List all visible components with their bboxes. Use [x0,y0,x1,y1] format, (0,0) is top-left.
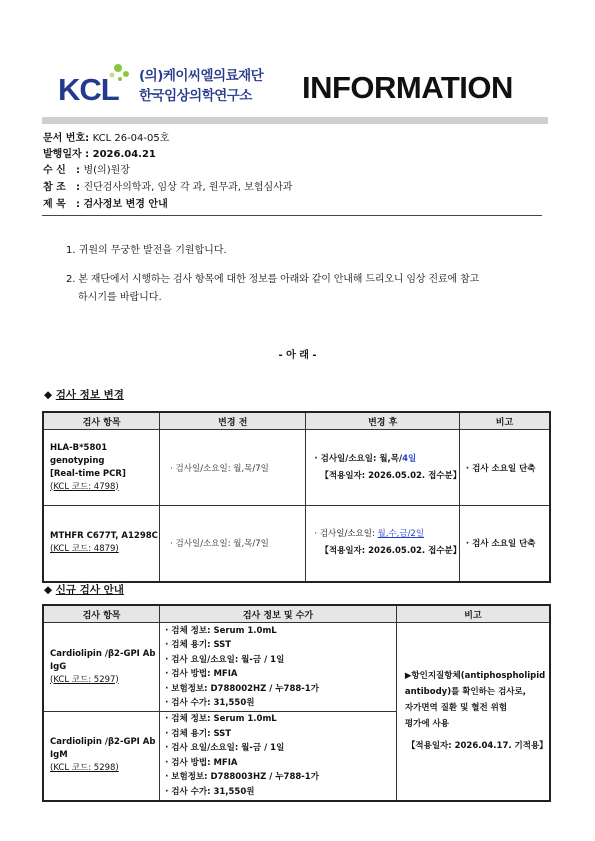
logo-text: KCL [58,72,119,104]
item-name: Cardiolipin /β2-GPI Ab [50,648,156,659]
recipient-value: 병(의)원장 [83,165,130,176]
info-line: · 검체 정보: Serum 1.0mL [165,714,277,725]
kcl-code: (KCL 코드: 5297) [50,674,119,685]
item-subtype: IgG [50,661,67,672]
after-changed-value: 4일 [402,453,417,464]
after-text: · 검사일/소요일: [314,529,378,540]
cc-label: 참 조 [43,182,66,193]
new-test-header [43,605,550,623]
item-name: MTHFR C677T, A1298C [50,531,158,542]
below-heading: - 아 래 - [278,350,317,361]
meta-cc: 참 조 : 진단검사의학과, 임상 각 과, 원무과, 보험심사과 [43,178,292,193]
new-test-table [42,604,551,802]
info-line: · 검사 방법: MFIA [165,669,238,679]
meta-issue-date: 발행일자 : 2026.04.21 [43,145,156,160]
item-name: Cardiolipin /β2-GPI Ab [50,737,156,748]
subject-label: 제 목 [43,199,66,210]
item-cell [43,506,160,582]
change-table-header [43,412,550,430]
item-cell [43,712,160,801]
header-cell: 변경 후 [306,412,460,430]
header-cell: 검사 항목 [43,605,160,623]
kcl-code: (KCL 코드: 4798) [50,481,119,492]
header-cell: 비고 [396,605,550,623]
table-row [43,623,550,712]
paragraph-2-line1: 2. 본 재단에서 시행하는 검사 항목에 대한 정보를 아래와 같이 안내해 드리오니 임상 진료에 참고 [66,274,480,285]
info-cell [160,623,397,712]
change-table [42,411,551,583]
info-line: · 검사 수가: 31,550원 [165,698,255,708]
info-line: · 검체 용기: SST [165,728,232,739]
info-cell [160,712,397,801]
section2-title-text: 신규 검사 안내 [55,584,124,596]
table-row [43,506,550,582]
note-line: 자가면역 질환 및 혈전 위험 [404,703,508,714]
note-line: 평가에 사용 [404,719,449,730]
info-line: · 검체 정보: Serum 1.0mL [165,625,277,636]
note-line: ▶항인지질항체(antiphospholipid [404,671,546,682]
info-line: · 검사 요일/소요일: 월-금 / 1일 [165,743,285,754]
section1-title-text: 검사 정보 변경 [55,389,124,401]
org-name-line2: 한국임상의학연구소 [139,88,252,104]
header-cell: 비고 [459,412,550,430]
item-subtype: IgM [50,750,68,761]
kcl-logo [56,62,134,104]
doc-no-label: 문서 번호 [43,133,86,144]
meta-subject: 제 목 : 검사정보 변경 안내 [43,195,168,210]
paragraph-2-line2: 하시기를 바랍니다. [78,292,162,303]
after-date: 【적용일자: 2026.05.02. 접수분】 [320,546,462,557]
kcl-code: (KCL 코드: 5298) [50,763,119,774]
header-cell: 검사 정보 및 수가 [160,605,397,623]
section1-title: ◆ 검사 정보 변경 [44,389,124,401]
item-cell [43,430,160,506]
info-line: · 보험정보: D788002HZ / 누788-1가 [165,683,319,694]
page-title: INFORMATION [302,70,513,105]
paragraph-1: 1. 귀원의 무궁한 발전을 기원합니다. [66,245,227,256]
after-cell [306,430,460,506]
recipient-label: 수 신 [43,165,66,176]
info-line: · 검사 방법: MFIA [165,757,238,768]
info-line: · 검체 용기: SST [165,640,232,650]
note-cell [396,623,550,801]
subject-value: 검사정보 변경 안내 [83,199,168,210]
after-cell [306,506,460,582]
meta-recipient: 수 신 : 병(의)원장 [43,161,130,176]
item-cell [43,623,160,712]
meta-divider [42,215,542,216]
issue-date-label: 발행일자 [43,149,82,160]
cc-value: 진단검사의학과, 임상 각 과, 원무과, 보험심사과 [83,182,293,193]
meta-doc-no: 문서 번호: KCL 26-04-05호 [43,129,169,144]
note-cell: · 검사 소요일 단축 [459,430,550,506]
after-text: · 검사일/소요일: 월,목/ [314,453,403,464]
item-name: HLA-B*5801 genotyping [50,442,108,466]
before-cell: · 검사일/소요일: 월,목/7일 [160,506,306,582]
header-cell: 검사 항목 [43,412,160,430]
org-name-line1: (의)케이씨엘의료재단 [139,68,264,84]
doc-no-value: KCL 26-04-05호 [92,133,170,144]
issue-date-value: 2026.04.21 [92,149,156,160]
table-row [43,430,550,506]
header-cell: 변경 전 [160,412,306,430]
kcl-code: (KCL 코드: 4879) [50,544,119,555]
note-date: 【적용일자: 2026.04.17. 기적용】 [406,741,548,752]
section2-title: ◆ 신규 검사 안내 [44,584,124,596]
info-line: · 검사 수가: 31,550원 [165,786,255,797]
info-line: · 보험정보: D788003HZ / 누788-1가 [165,772,319,783]
after-date: 【적용일자: 2026.05.02. 접수분】 [320,470,462,481]
after-changed-value: 월,수,금/2일 [377,529,425,540]
before-cell: · 검사일/소요일: 월,목/7일 [160,430,306,506]
info-line: · 검사 요일/소요일: 월-금 / 1일 [165,654,285,665]
note-line: antibody)를 확인하는 검사로, [404,687,526,698]
header-divider [42,117,548,124]
note-cell: · 검사 소요일 단축 [459,506,550,582]
item-method: [Real-time PCR] [50,468,126,479]
